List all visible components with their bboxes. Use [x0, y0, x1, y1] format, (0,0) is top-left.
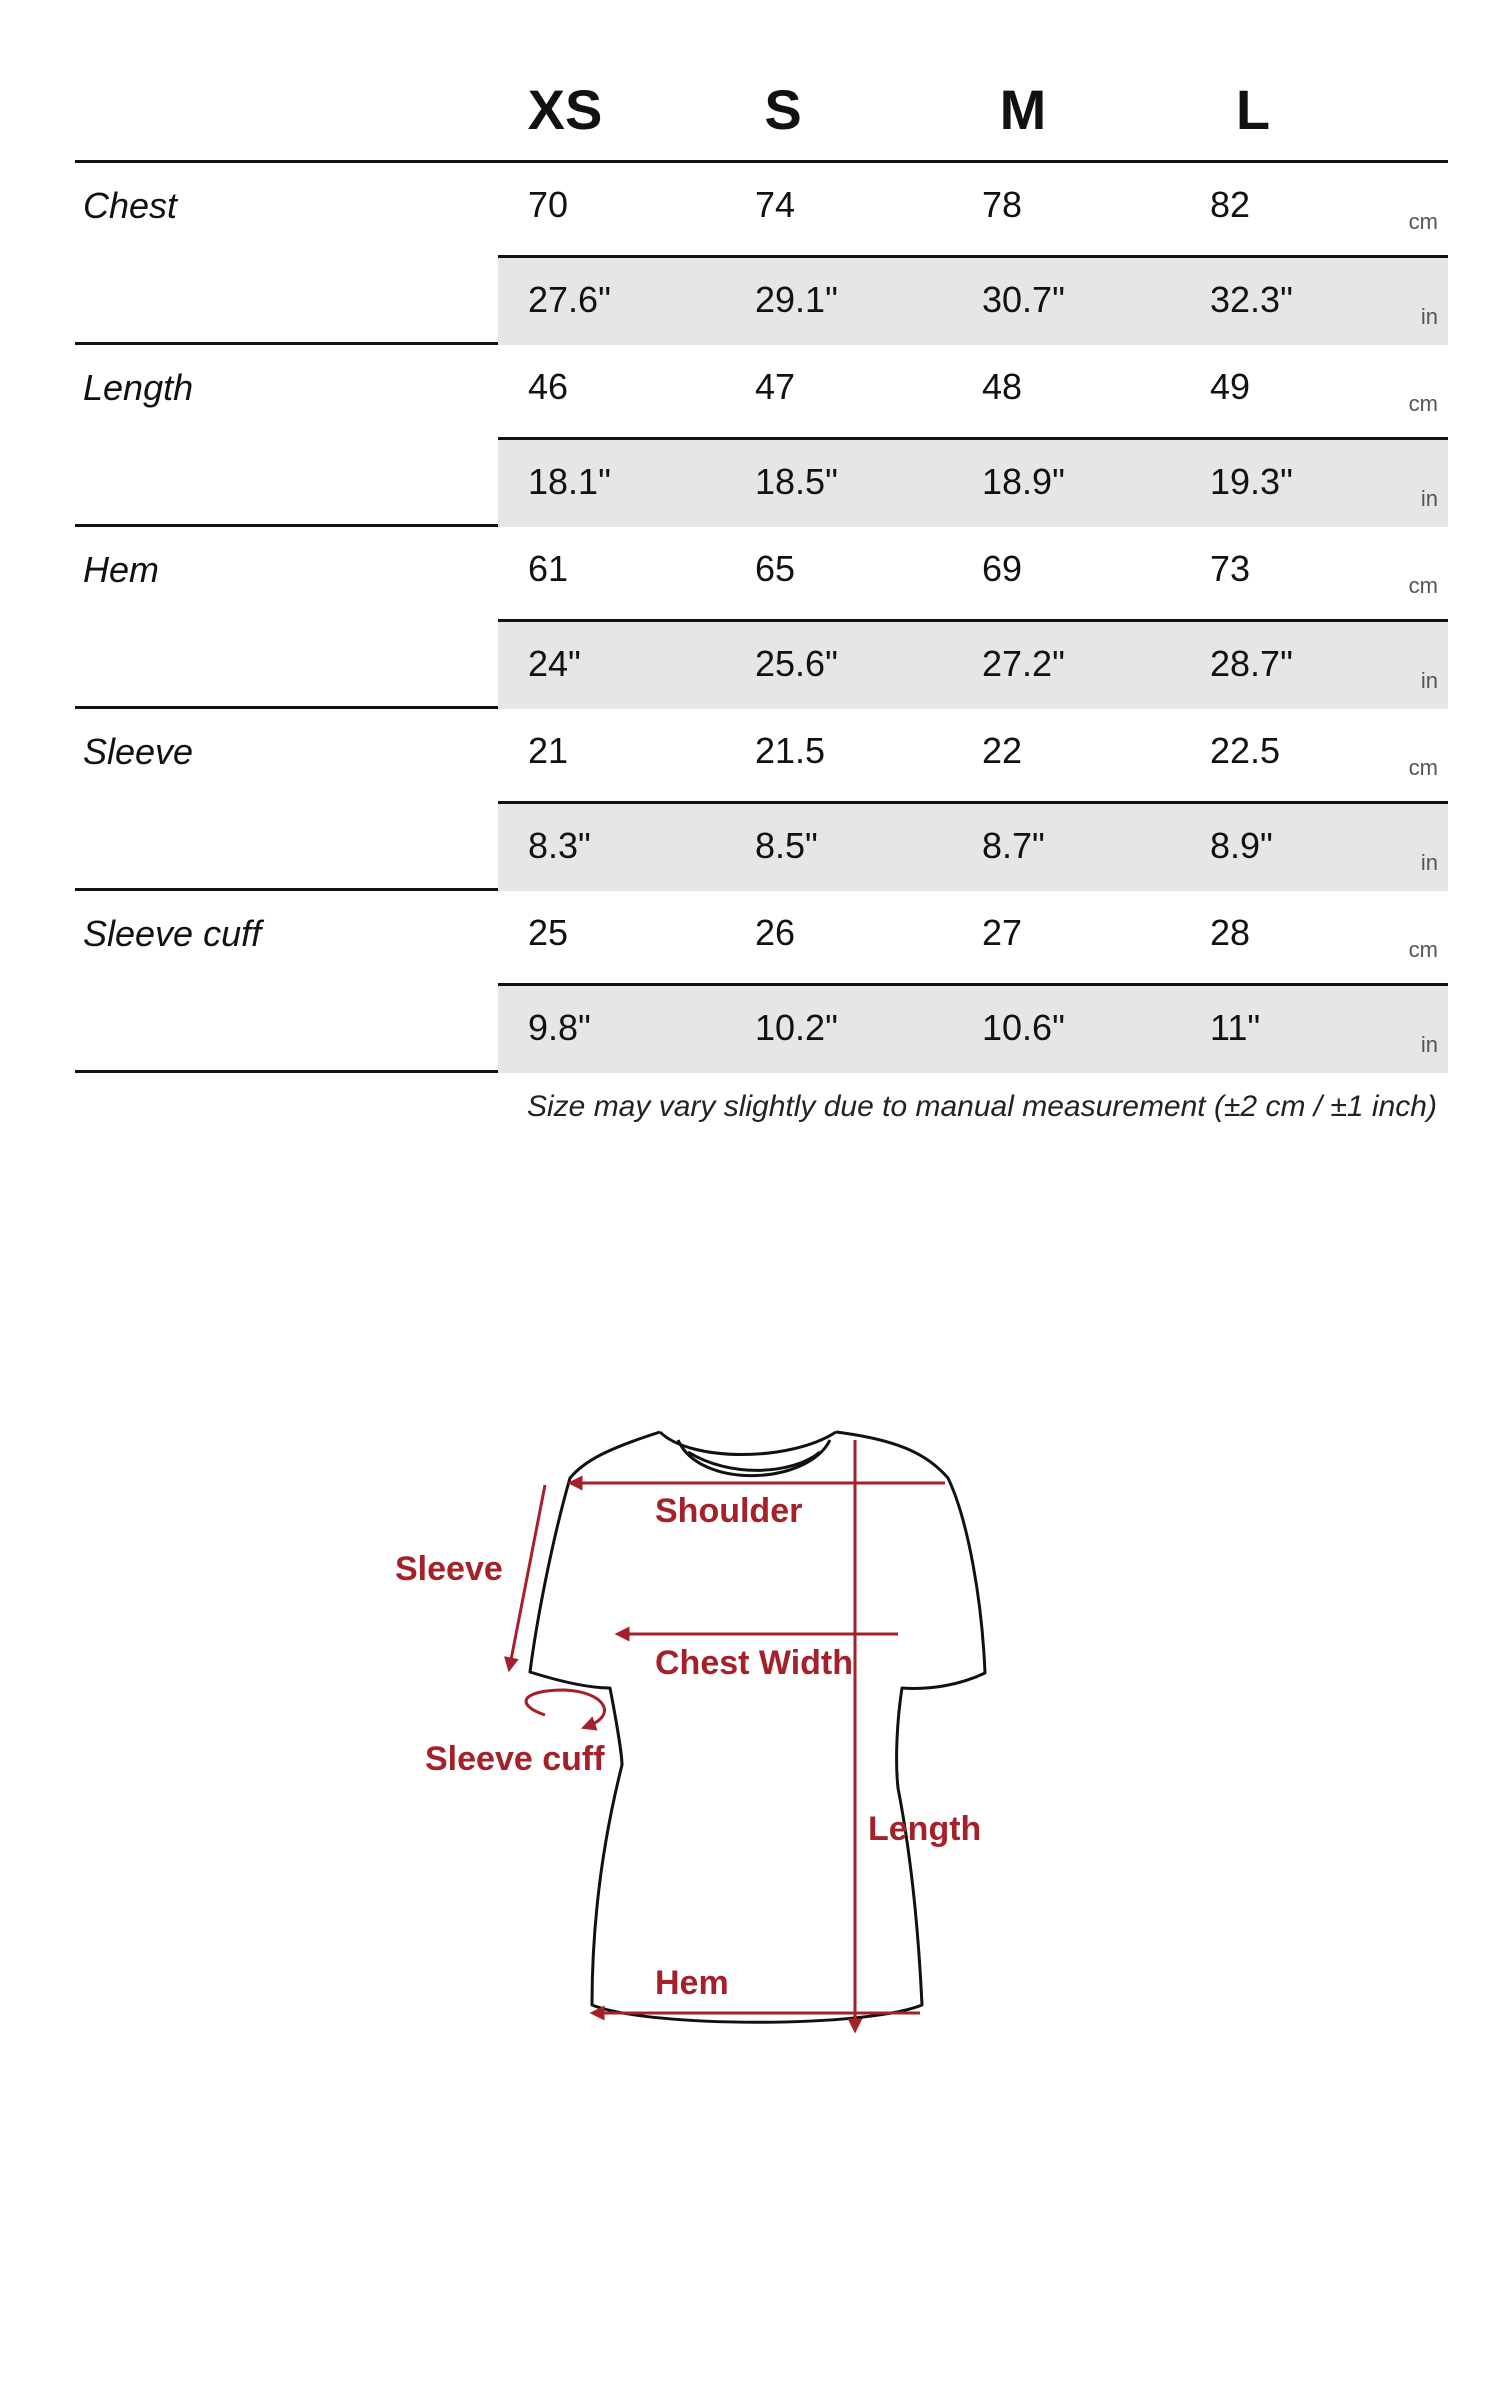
cell-value: 82	[1210, 184, 1251, 225]
cell-value: 22	[982, 730, 1023, 771]
cell-value: 8.9"	[1210, 825, 1273, 866]
in-row	[498, 983, 1448, 1073]
in-row	[498, 801, 1448, 891]
unit-cm: cm	[1408, 573, 1438, 598]
unit-in: in	[1420, 486, 1438, 511]
cell-value: 22.5	[1210, 730, 1281, 771]
length-label: Length	[868, 1810, 982, 1848]
cell-value: 47	[755, 366, 796, 407]
cell-value: 29.1"	[755, 279, 838, 320]
unit-cm: cm	[1408, 937, 1438, 962]
unit-cm: cm	[1408, 209, 1438, 234]
measure-group-hem	[75, 527, 1448, 709]
cell-value: 9.8"	[528, 1007, 591, 1048]
cell-value: 21	[528, 730, 569, 771]
cell-value: 74	[755, 184, 796, 225]
cell-value: 8.7"	[982, 825, 1045, 866]
cell-value: 49	[1210, 366, 1251, 407]
measure-label: Chest	[83, 185, 178, 226]
unit-in: in	[1420, 850, 1438, 875]
cell-value: 27.6"	[528, 279, 611, 320]
size-chart-table	[75, 70, 1448, 1073]
size-header-l: L	[1235, 78, 1271, 141]
cell-value: 70	[528, 184, 569, 225]
unit-cm: cm	[1408, 391, 1438, 416]
measure-label: Hem	[83, 549, 160, 590]
cell-value: 65	[755, 548, 796, 589]
chest-width-label: Chest Width	[655, 1644, 854, 1682]
in-row	[498, 437, 1448, 527]
cell-value: 61	[528, 548, 569, 589]
measure-group-length	[75, 345, 1448, 527]
cm-row	[498, 163, 1448, 252]
tshirt-measurement-diagram	[0, 1400, 1500, 2120]
size-header-row	[75, 70, 1448, 163]
measure-label: Sleeve cuff	[83, 913, 262, 954]
cell-value: 27.2"	[982, 643, 1065, 684]
cell-value: 25.6"	[755, 643, 838, 684]
cell-value: 28	[1210, 912, 1251, 953]
cell-value: 24"	[528, 643, 581, 684]
cell-value: 18.5"	[755, 461, 838, 502]
cell-value: 46	[528, 366, 569, 407]
measure-label: Length	[83, 367, 194, 408]
cell-value: 78	[982, 184, 1023, 225]
unit-in: in	[1420, 304, 1438, 329]
cm-row	[498, 345, 1448, 434]
cell-value: 26	[755, 912, 796, 953]
cell-value: 30.7"	[982, 279, 1065, 320]
measure-label: Sleeve	[83, 731, 194, 772]
cm-row	[498, 891, 1448, 980]
cm-row	[498, 527, 1448, 616]
cell-value: 27	[982, 912, 1023, 953]
cell-value: 18.9"	[982, 461, 1065, 502]
unit-in: in	[1420, 1032, 1438, 1057]
cell-value: 28.7"	[1210, 643, 1293, 684]
sleeve-label: Sleeve	[395, 1550, 503, 1588]
cell-value: 8.5"	[755, 825, 818, 866]
size-header-xs: XS	[527, 78, 603, 141]
measure-group-chest	[75, 163, 1448, 345]
cell-value: 21.5	[755, 730, 826, 771]
measure-group-sleeve	[75, 709, 1448, 891]
sleeve-cuff-arrow	[526, 1690, 604, 1726]
in-row	[498, 619, 1448, 709]
cell-value: 19.3"	[1210, 461, 1293, 502]
cm-row	[498, 709, 1448, 798]
shoulder-label: Shoulder	[655, 1492, 803, 1530]
unit-in: in	[1420, 668, 1438, 693]
cell-value: 32.3"	[1210, 279, 1293, 320]
sleeve-arrow	[510, 1485, 545, 1665]
sleeve-cuff-label: Sleeve cuff	[425, 1740, 605, 1778]
unit-cm: cm	[1408, 755, 1438, 780]
cell-value: 73	[1210, 548, 1251, 589]
cell-value: 48	[982, 366, 1023, 407]
cell-value: 11"	[1210, 1007, 1261, 1048]
measurement-note: Size may vary slightly due to manual measurement (±2 cm / ±1 inch)	[527, 1090, 1437, 1123]
cell-value: 10.6"	[982, 1007, 1065, 1048]
cell-value: 18.1"	[528, 461, 611, 502]
size-header-s: S	[764, 78, 802, 141]
cell-value: 69	[982, 548, 1023, 589]
hem-label: Hem	[655, 1964, 729, 2002]
in-row	[498, 255, 1448, 345]
cell-value: 25	[528, 912, 569, 953]
size-header-m: M	[999, 78, 1047, 141]
cell-value: 8.3"	[528, 825, 591, 866]
measure-group-sleeve-cuff	[75, 891, 1448, 1073]
cell-value: 10.2"	[755, 1007, 838, 1048]
